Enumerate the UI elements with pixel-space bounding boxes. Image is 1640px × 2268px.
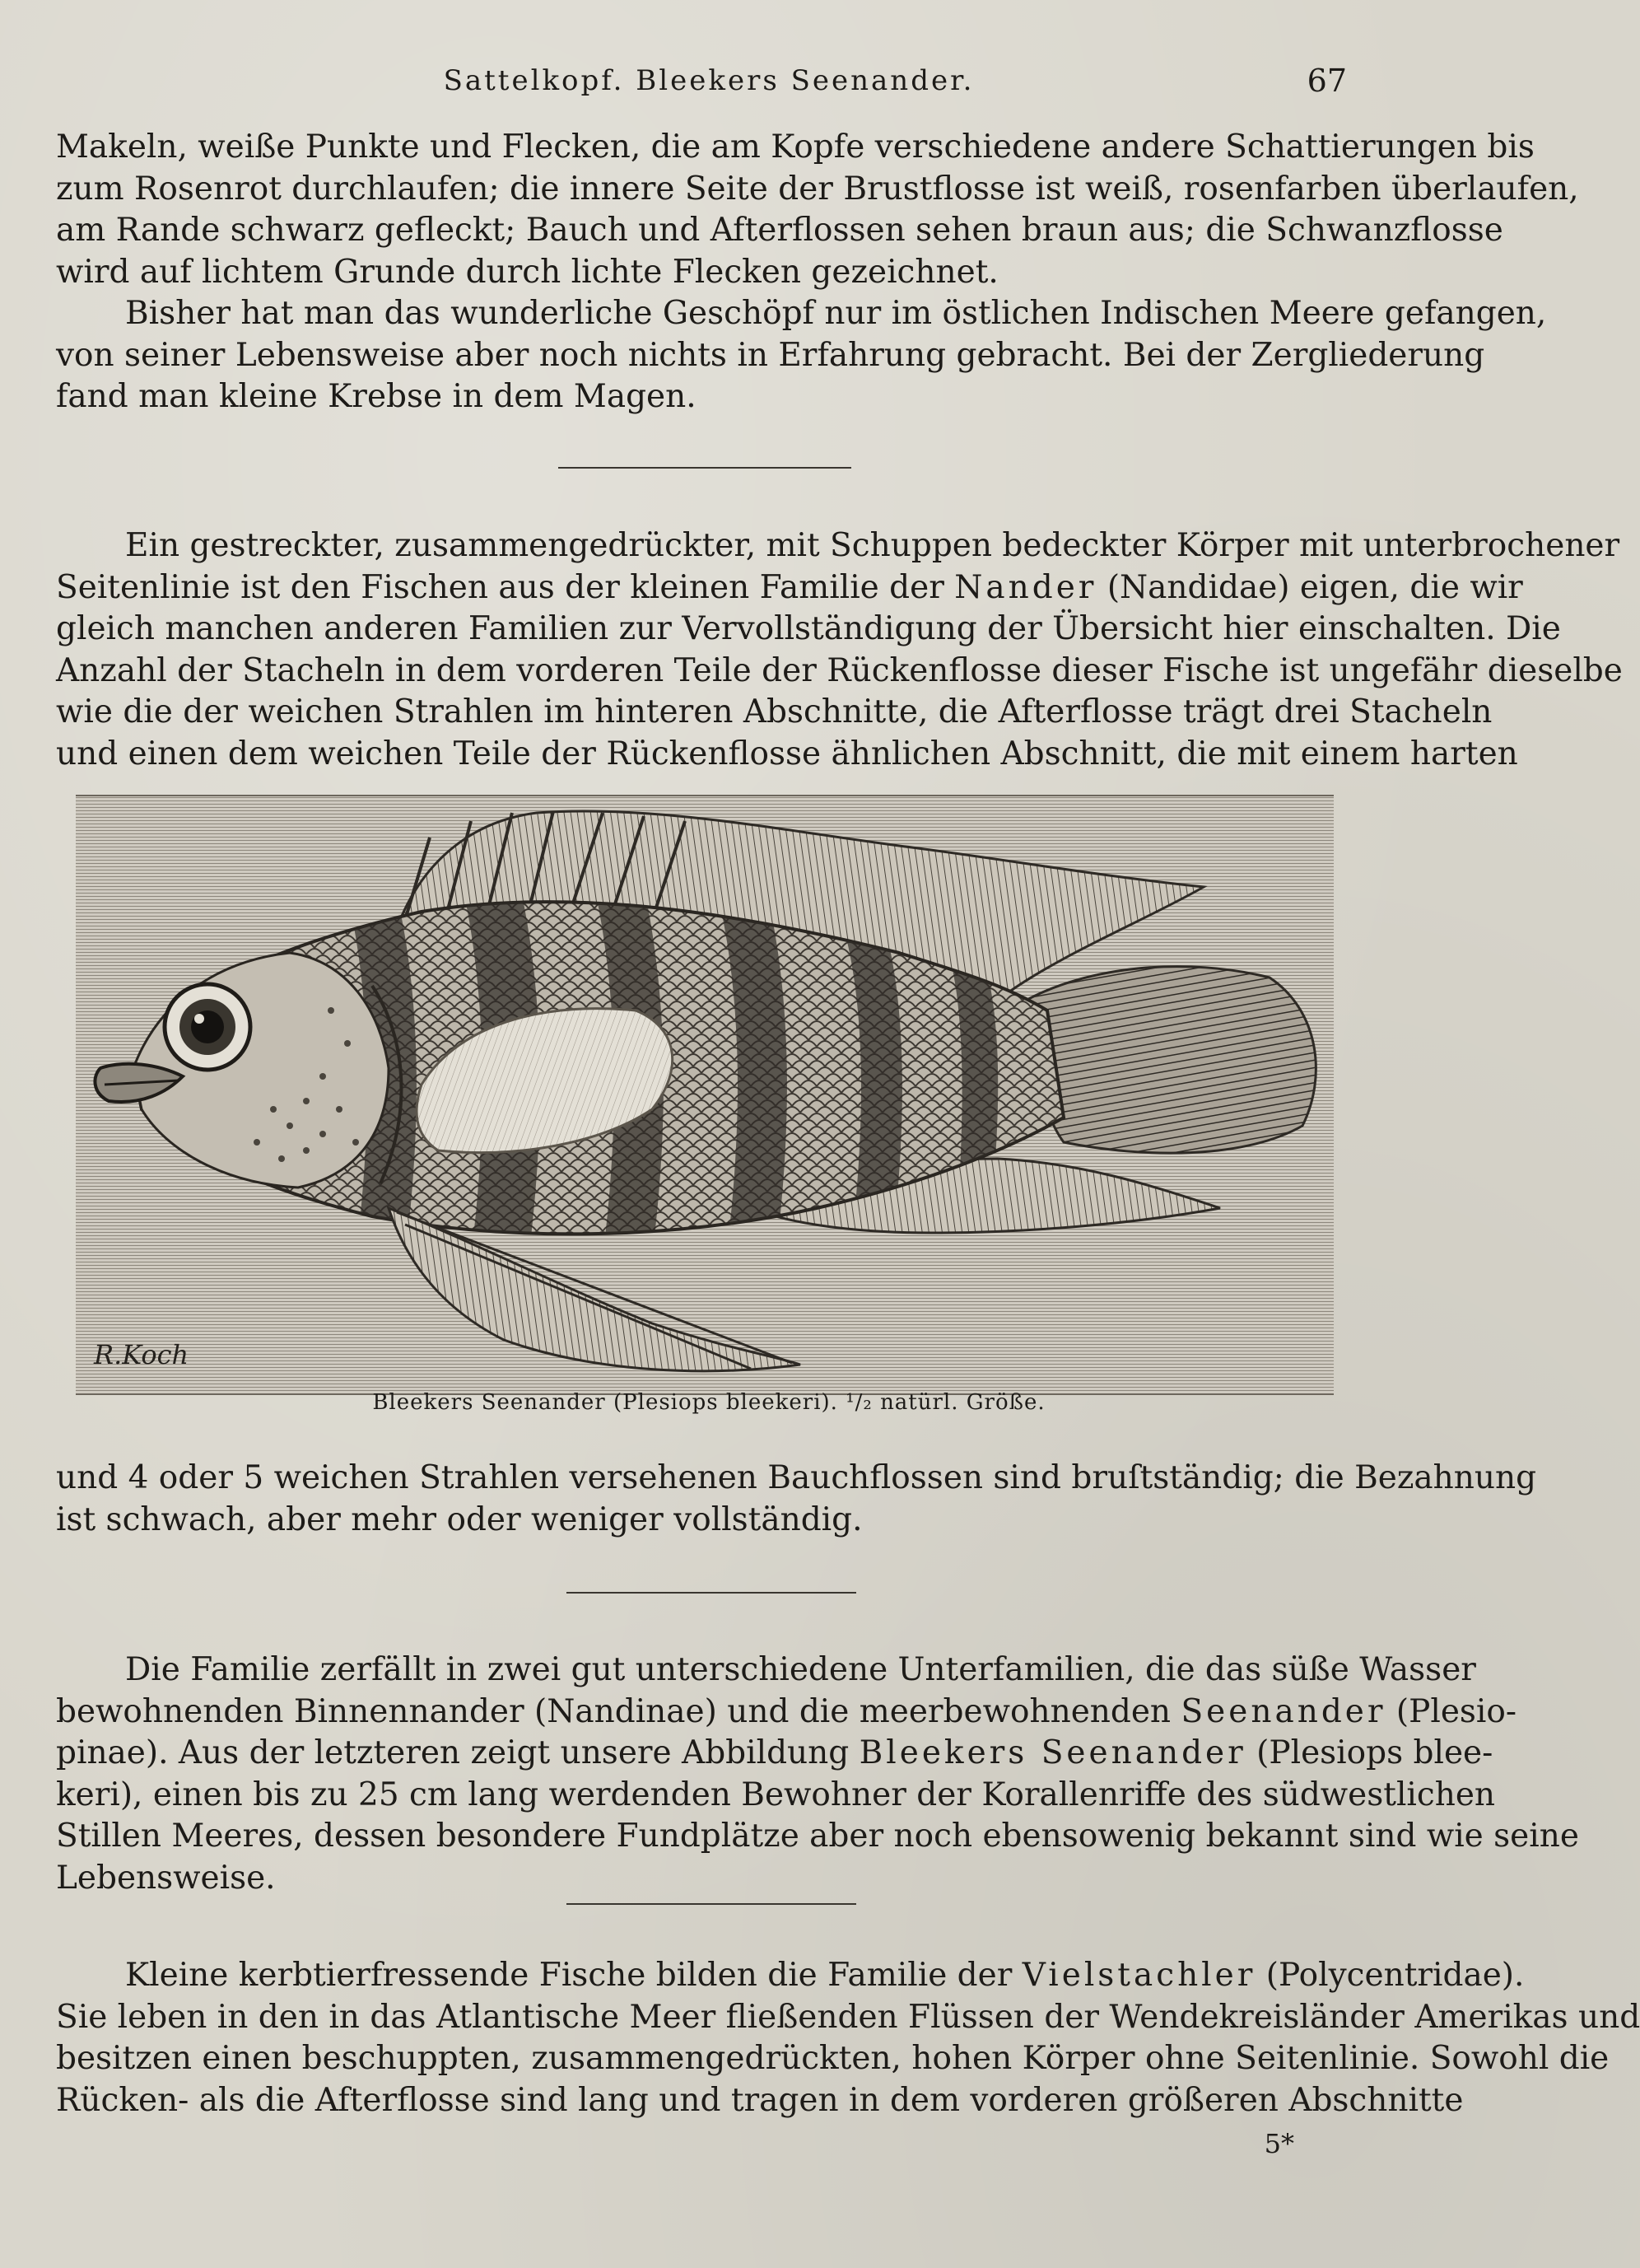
text-run: Kleine kerbtierfressende Fische bilden die Familie der: [125, 1957, 1023, 1994]
text-line: Stillen Meeres, dessen besondere Fundplätze aber noch ebensowenig bekannt sind wie seine: [56, 1818, 1579, 1855]
figure-caption: Bleekers Seenander (Plesiops bleekeri). ¹/₂ natürl. Größe.: [372, 1390, 1046, 1415]
text-line: von seiner Lebensweise aber noch nichts in Erfahrung gebracht. Bei der Zergliederung: [56, 336, 1485, 374]
text-line: fand man kleine Krebse in dem Magen.: [56, 378, 697, 415]
family-term-vielstachler: Vielstachler: [1022, 1957, 1256, 1994]
text-line: Makeln, weiße Punkte und Flecken, die am Kopfe verschiedene andere Schattierungen bis: [56, 128, 1535, 166]
subfamily-term-seenander: Seenander: [1181, 1692, 1386, 1730]
text-run: (Polycentridae).: [1256, 1957, 1525, 1994]
family-term-nander: Nander: [954, 568, 1097, 606]
sheet-signature-mark: 5*: [1264, 2128, 1294, 2159]
text-line: [56, 1692, 1517, 1734]
text-run: pinae). Aus der letzteren zeigt unsere Abbildung: [56, 1734, 860, 1771]
text-line: zum Rosenrot durchlaufen; die innere Seite der Brustflosse ist weiß, rosenfarben überlaufen,: [56, 170, 1579, 208]
text-run: (Plesiops blee-: [1246, 1734, 1493, 1771]
text-line: am Rande schwarz gefleckt; Bauch und Afterflossen sehen braun aus; die Schwanzflosse: [56, 212, 1503, 249]
text-line: Rücken- als die Afterflosse sind lang und tragen in dem vorderen größeren Abschnitte: [56, 2081, 1464, 2119]
paragraph-2: [56, 293, 1547, 418]
text-line: Lebensweise.: [56, 1859, 276, 1897]
text-line: keri), einen bis zu 25 cm lang werdenden Bewohner der Korallenriffe des südwestlichen: [56, 1776, 1496, 1813]
section-divider: [566, 1592, 856, 1594]
text-line: [56, 1733, 1493, 1775]
fish-illustration: [76, 796, 1334, 1393]
text-run: Seitenlinie ist den Fischen aus der kleinen Familie der: [56, 568, 955, 606]
paragraph-4: [56, 1458, 1537, 1541]
text-run: bewohnenden Binnennander (Nandinae) und die meerbewohnenden: [56, 1692, 1181, 1730]
text-line: Anzahl der Stacheln in dem vorderen Teile der Rückenflosse dieser Fische ist ungefähr dieselbe: [56, 651, 1623, 689]
fish-engraving: [76, 795, 1334, 1395]
paragraph-3: [56, 525, 1623, 775]
paragraph-6: [56, 1955, 1640, 2121]
text-line: Sie leben in den in das Atlantische Meer fließenden Flüssen der Wendekreisländer Amerikas und: [56, 1998, 1640, 2036]
text-line: [56, 1955, 1525, 1997]
text-line: gleich manchen anderen Familien zur Vervollständigung der Übersicht hier einschalten. Die: [56, 610, 1561, 647]
text-line: und 4 oder 5 weichen Strahlen versehenen Bauchflossen sind bruſtständig; die Bezahnung: [56, 1459, 1537, 1496]
paragraph-5: [56, 1650, 1579, 1899]
text-line: Bisher hat man das wunderliche Geschöpf nur im östlichen Indischen Meere gefangen,: [125, 295, 1547, 332]
running-head: Sattelkopf. Bleekers Seenander.: [443, 64, 975, 97]
text-line: besitzen einen beschuppten, zusammengedrückten, hohen Körper ohne Seitenlinie. Sowohl die: [56, 2040, 1610, 2077]
artist-signature: R.Koch: [94, 1339, 189, 1370]
text-line: [56, 567, 1523, 609]
text-line: wie die der weichen Strahlen im hinteren Abschnitte, die Afterflosse trägt drei Stacheln: [56, 693, 1493, 730]
text-line: wird auf lichtem Grunde durch lichte Flecken gezeichnet.: [56, 253, 999, 291]
section-divider: [558, 467, 851, 469]
text-line: ist schwach, aber mehr oder weniger vollständig.: [56, 1500, 863, 1538]
section-divider: [566, 1903, 856, 1905]
text-line: Die Familie zerfällt in zwei gut unterschiedene Unterfamilien, die das süße Wasser: [125, 1651, 1476, 1688]
paragraph-1: [56, 127, 1579, 293]
text-line: Ein gestreckter, zusammengedrückter, mit Schuppen bedeckter Körper mit unterbrochener: [125, 527, 1620, 564]
species-term-bleekers-seenander: Bleekers Seenander: [859, 1734, 1246, 1771]
text-line: und einen dem weichen Teile der Rückenflosse ähnlichen Abschnitt, die mit einem harten: [56, 735, 1518, 772]
page-number: 67: [1307, 63, 1347, 99]
text-run: (Plesio-: [1386, 1692, 1517, 1730]
text-run: (Nandidae) eigen, die wir: [1097, 568, 1523, 606]
